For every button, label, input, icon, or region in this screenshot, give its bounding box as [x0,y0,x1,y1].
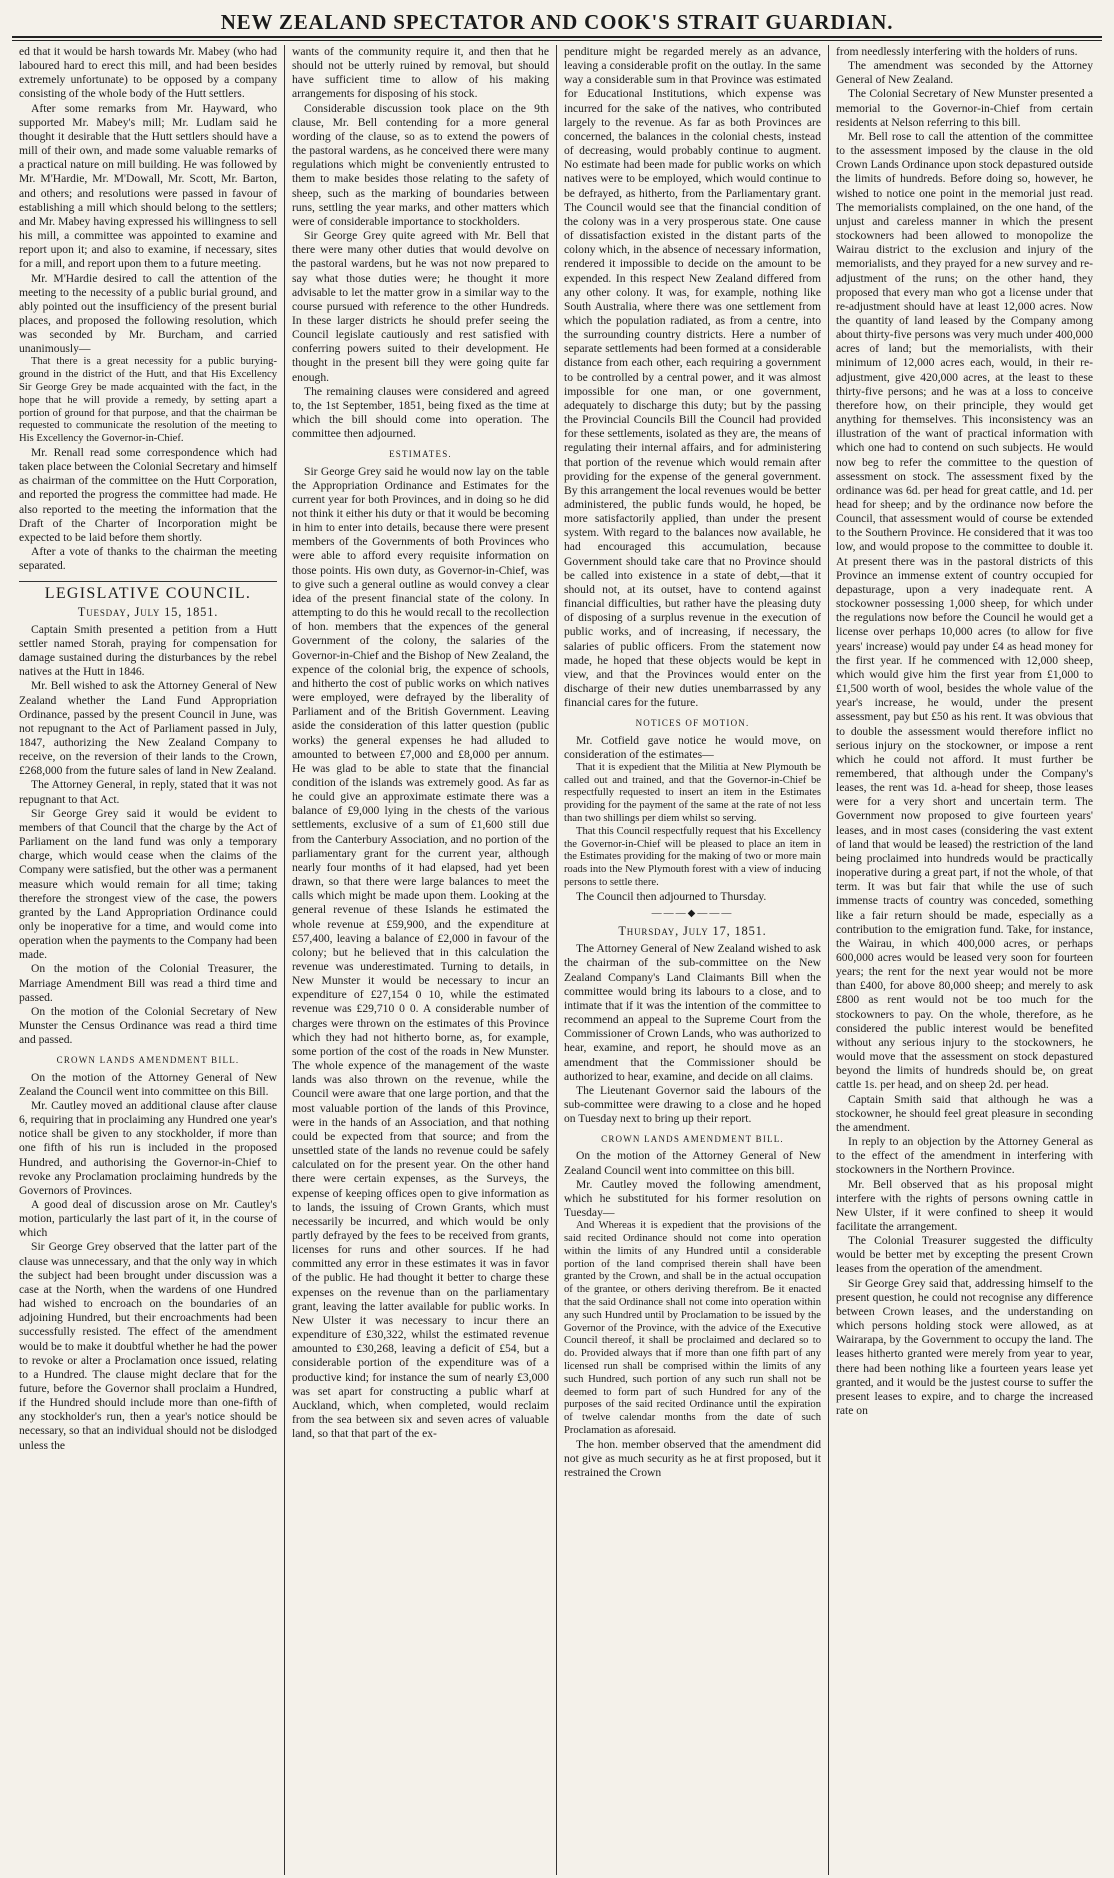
col4-paragraph: The amendment was seconded by the Attorney General of New Zealand. [836,59,1093,87]
col3-amendment-text: And Whereas it is expedient that the provisions of the said recited Ordinance should not come into operation within the limits of any Hundred until a considerable portion of the land comprised therein shall have been granted by the Crown, and shall be in the actual occupation of the grantee, or others deriving therefrom. Be it enacted that the said Ordinance shall not come into operation within any such Hundred until by Proclamation to be issued by the Governor of the Province, with the advice of the Executive Council thereof, it shall be proclaimed and declared so to do. Provided always that if more than one fifth part of any licensed run shall be comprised within the limits of any such Hundred, such portion of any such run shall not be deemed to form part of such Hundred for any of the purposes of the said recited Ordinance until the expiration of twelve calendar months from the date of such Proclamation as aforesaid. [564,1220,821,1436]
column-2 [284,45,556,1875]
col3-motion: That this Council respectfully request that his Excellency the Governor-in-Chief will be pleased to place an item in the Estimates providing for the making of two or more main roads into the New Plymouth forest with a view of inducing persons to settle there. [564,825,821,888]
masthead-rule [12,40,1102,41]
col1-paragraph: After some remarks from Mr. Hayward, who supported Mr. Mabey's mill; Mr. Ludlam said he thought it desirable that the Hutt settlers should have a mill of their own, and made some valuable remarks of a practical nature on mill building. He was followed by Mr. M'Hardie, Mr. M'Dowall, Mr. Scott, Mr. Barton, and others; and resolutions were passed in favour of establishing a mill which should belong to the settlers; and Mr. Mabey having expressed his willingness to sell his mill, a committee was appointed to examine and report upon it; and also to examine, if necessary, sites for a mill, and report upon them to a future meeting. [19,101,277,271]
col1-paragraph: ed that it would be harsh towards Mr. Mabey (who had laboured hard to erect this mill, and had been besides extremely unfortunate) to be opposed by a company consisting of the whole body of the Hutt settlers. [19,45,277,101]
column-4 [828,45,1100,1875]
col4-paragraph: The Colonial Secretary of New Munster presented a memorial to the Governor-in-Chief from certain residents at Nelson referring to this bill. [836,87,1093,129]
columns [12,45,1102,1875]
col3-paragraph: On the motion of the Attorney General of New Zealand Council went into committee on this bill. [564,1149,821,1177]
col1-paragraph: Captain Smith presented a petition from a Hutt settler named Storah, praying for compensation for damage sustained during the disturbances by the rebel natives at the Hutt in 1846. [19,622,277,679]
col2-paragraph: wants of the community require it, and then that he should not be utterly ruined by removal, but should have sufficient time to allow of his making arrangements for disposing of his stock. [292,45,549,101]
ornament-divider: ———◆——— [651,907,734,919]
col3-paragraph: Mr. Cotfield gave notice he would move, on consideration of the estimates— [564,733,821,761]
col1-paragraph: Mr. Renall read some correspondence which had taken place between the Colonial Secretary and himself as chairman of the committee on the Hutt Corporation, and reported the progress the committee had made. He also reported to the meeting the information that the Draft of the Charter of Incorporation might be expected to be laid before them shortly. [19,446,277,544]
date-heading: Tuesday, July 15, 1851. [77,604,219,619]
col2-paragraph: Sir George Grey said he would now lay on the table the Appropriation Ordinance and Estimates for the current year for both Provinces, and in doing so he did not think it either his duty or that it would be becoming in him to enter into details, because there were present members of the Governments of both Provinces who were able to afford every requisite information on those points. His own duty, as Governor-in-Chief, was to give such a general outline as would convey a clear idea of the present financial state of the colony. In attempting to do this he would recall to the recollection of hon. members that the expences of the general Government of the colony, the salaries of the Governor-in-Chief and the Bishop of New Zealand, the expence of the colonial brig, the expence of schools, and hitherto the cost of public works on which natives were employed, were defrayed by the liberality of Parliament and of the British Government. Leaving aside the consideration of this latter question (public works) the general expenses he had alluded to amounted to between £7,000 and £8,000 per annum. He was glad to be able to state that the financial condition of the islands was extremely good. As far as he could give an approximate estimate there was a balance of £9,000 lying in the chests of the various settlements, exclusive of a sum of £1,600 still due from the Canterbury Association, and no portion of the parliamentary grant for the current year, although nearly four months of it had elapsed, had yet been drawn, so that there were large balances to meet the calls which might be made upon them. Looking at the general revenue of these Islands he estimated the whole revenue at £59,900, and the expenditure at £57,400, leaving a balance of £2,000 in favour of the colony; but he believed that in this calculation the revenue was underestimated. Turning to details, in New Munster it would be necessary to incur an expenditure of £27,154 0 10, while the estimated revenue was £29,710 0 0. A considerable number of charges were thrown on the estimates of this Province which they had not hitherto borne, as, for example, some portion of the cost of the roads in New Munster. The whole expence of the management of the waste lands was also thrown on the revenue, while the Council were aware that one large portion, and that the most valuable portion of the lands of this Province, were in the hands of an Association, and that nothing could be expected from that source; and from the unsettled state of the lands no revenue could be safely calculated on for the present year. On the other hand there were certain expenses, as the Surveys, the expense of keeping offices open to give information as to lands, the issuing of Crown Grants, which must necessarily be incurred, and which would be only partly defrayed by the fees to be received from grants, licenses for runs and other sources. If he had committed any error in these estimates it was in favor of the public. He had thought it better to charge these expenses on the revenue than on the parliamentary grant, leaving the latter available for public works. In New Ulster it was necessary to incur there an expenditure of £30,322, whilst the estimated revenue amounted to £30,268, leaving a deficit of £54, but a considerable portion of the expenditure was of a productive kind; for instance the sum of nearly £3,000 was set apart for constructing a public wharf at Auckland, which, when completed, would reclaim from the sea between six and seven acres of valuable land, so that that part of the ex- [292,464,549,1441]
subheading-notices-of-motion: NOTICES OF MOTION. [635,718,750,729]
col1-paragraph: Mr. Bell wished to ask the Attorney General of New Zealand whether the Land Fund Appropriation Ordinance, passed by the present Council in June, was not repugnant to the Act of Parliament passed in July, 1847, authorizing the New Zealand Company to receive, on the reversion of their lands to the Crown, £268,000 from the future sales of land in New Zealand. [19,679,277,778]
column-1 [12,45,284,1875]
col2-paragraph: The remaining clauses were considered and agreed to, the 1st September, 1851, being fixed as the time at which the bill should come into operation. The committee then adjourned. [292,384,549,441]
col1-paragraph: Sir George Grey said it would be evident to members of that Council that the charge by the Act of Parliament on the land fund was only a temporary charge, which would cease when the claims of the Company were satisfied, but the other was a permanent measure which would remain for all time; taking therefore the strongest view of the case, the powers granted by the Land Appropriation Ordinance could only be inoperative for a time, and would come into operation when the payments to the Company had been made. [19,806,277,962]
col3-paragraph: penditure might be regarded merely as an advance, leaving a considerable profit on the outlay. In the same way a considerable sum in that Province was estimated for Educational Institutions, which expense was incurred for the sake of the natives, who contributed largely to the revenue. As far as both Provinces are concerned, the balances in the colonial chests, instead of decreasing, would probably continue to augment. No estimate had been made for public works on which natives were to be employed, which would continue to be defrayed, as hitherto, from the Parliamentary grant. The Council would see that the financial condition of the colony was in a very prosperous state. One cause of dissatisfaction existed in the distant parts of the colony which, in the absence of necessary information, rendered it impossible to decide on the amount to be expended. In this respect New Zealand differed from any other colony. It was, for example, nothing like South Australia, where there was one settlement from which the population radiated, as from a centre, into the surrounding country districts. Here a number of separate settlements had been formed at a considerable distance from each other, each requiring a government to be controlled by a central power, and it was almost impossible for one man, or one government, adequately to discharge this duty; but by the passing the Provincial Councils Bill the Council had provided for these settlements, isolated as they are, the means of regulating their internal affairs, and for administering that portion of the revenue which would remain after providing for the expense of the general government. By this arrangement the local revenues would be better administered, the public funds would, he hoped, be more satisfactorily applied, than under the present system. With regard to the balances now available, he had encouraged this accumulation, because Government should take care that no Province should be called into existence in a state of debt,—that it should not, at its outset, have to contend against financial difficulties, but rather have the pleasing duty of disposing of a surplus revenue in the execution of public works, and of increasing, if necessary, the salaries of public officers. From the statement now made, he hoped that these objects would be kept in view, and that the Provinces would enter on the discharge of their new duties unembarrassed by any financial cares for the future. [564,45,821,710]
col3-paragraph: Mr. Cautley moved the following amendment, which he substituted for his former resolution on Tuesday— [564,1177,821,1220]
col3-paragraph: The Attorney General of New Zealand wished to ask the chairman of the sub-committee on the New Zealand Company's Land Claimants Bill when the committee would bring its labours to a close, and to intimate that if it was the intention of the committee to recommend an appeal to the Supreme Court from the Commissioner of Crown Lands, who was authorized to hear, examine, and report, he should move as an amendment that the Commissioner should be authorized to hear, examine, and decide on all claims. [564,942,821,1083]
col4-paragraph: from needlessly interfering with the holders of runs. [836,45,1078,58]
col3-motion: That it is expedient that the Militia at New Plymouth be called out and trained, and that the Governor-in-Chief be respectfully requested to insert an item in the Estimates providing for the payment of the same at the rate of not less than two shillings per diem whilst so serving. [564,761,821,824]
subheading-crown-lands: CROWN LANDS AMENDMENT BILL. [56,1055,240,1066]
col1-paragraph: After a vote of thanks to the chairman the meeting separated. [19,545,277,573]
col3-paragraph: The Council then adjourned to Thursday. [576,889,767,903]
col1-paragraph: Sir George Grey observed that the latter part of the clause was unnecessary, and that the only way in which the subject had been brought under discussion was a case at the North, when the wardens of one Hundred had wished to encroach on the boundaries of an adjoining Hundred, but their encroachments had been successfully resisted. The effect of the amendment would be to make it doubtful whether he had the power to revoke or alter a Proclamation once issued, relating to a Hundred. The clause might declare that for the future, before the Governor shall proclaim a Hundred, if the Hundred should include more than one-fifth of any stockholder's run, then a year's notice should be necessary, so that an individual should not be dislodged unless the [19,1240,277,1452]
col2-paragraph: Sir George Grey quite agreed with Mr. Bell that there were many other duties that would devolve on the pastoral wardens, but he was not now prepared to say what those duties were; he thought it more advisable to let the matter grow in a similar way to the course pursued with reference to the other Hundreds. In these larger districts he should prefer seeing the Council legislate cautiously and rest satisfied with conferring powers suited to their development. He thought in the present bill they were going quite far enough. [292,229,549,384]
col2-paragraph: Considerable discussion took place on the 9th clause, Mr. Bell contending for a more general wording of the clause, so as to extend the powers of the pastoral wardens, as he conceived there were many regulations which might be conveniently entrusted to them to make besides those relating to the safety of sheep, such as the marking of boundaries between runs, settling the year marks, and other matters which were of considerable importance to stockholders. [292,101,549,228]
column-3 [556,45,828,1875]
col1-paragraph: The Attorney General, in reply, stated that it was not repugnant to that Act. [19,778,277,806]
masthead-title: NEW ZEALAND SPECTATOR AND COOK'S STRAIT GUARDIAN. [12,8,1102,38]
col4-paragraph: The Colonial Treasurer suggested the difficulty would be better met by excepting the present Crown leases from the operation of the amendment. [836,1234,1093,1276]
subheading-estimates: ESTIMATES. [389,449,452,460]
col1-paragraph: On the motion of the Attorney General of New Zealand the Council went into committee on this Bill. [19,1070,277,1098]
col4-paragraph: Captain Smith said that although he was a stockowner, he should feel great pleasure in seconding the amendment. [836,1092,1093,1134]
section-title-legislative-council: LEGISLATIVE COUNCIL. [19,581,277,601]
col4-paragraph: Mr. Bell observed that as his proposal might interfere with the rights of persons owning cattle in New Ulster, if it were confined to sheep it would facilitate the arrangement. [836,1177,1093,1233]
col1-paragraph: On the motion of the Colonial Secretary of New Munster the Census Ordinance was read a third time and passed. [19,1004,277,1047]
col1-paragraph: Mr. Cautley moved an additional clause after clause 6, requiring that in proclaiming any Hundred one year's notice shall be given to any stockholder, if more than one fifth of his run is included in the proposed Hundred, and authorising the Governor-in-Chief to revoke any Proclamation proclaiming hundreds by the Governors of Provinces. [19,1098,277,1197]
col4-paragraph: Mr. Bell rose to call the attention of the committee to the assessment imposed by the clause in the old Crown Lands Ordinance upon stock depastured outside the limits of hundreds. Before doing so, however, he wished to notice one point in the memorial just read. The memorialists complained, on the one hand, of the unjust and careless manner in which the present stockowners had been allowed to monopolize the Wairau district to the exclusion and injury of the memorialists, and they prayed for a new survey and re-adjustment of the runs; on the other hand, they proposed that every man who got a license under that re-adjustment should have at least 12,000 acres. Now the quantity of land leased by the Company among about thirty-five persons was very much under 400,000 acres of land; but the memorialists, with their minimum of 12,000 acres each, would, in their re-adjustment, give 420,000 acres, at the least to these thirty-five persons; and he was at a loss to conceive therefore how, on their principle, they would get anything for themselves. This inconsistency was an illustration of the want of practical information with which one had to contend on such subjects. He would now beg to refer the committee to the question of assessment on stock. The assessment fixed by the ordinance was 6d. per head for great cattle, and 1d. per head for sheep; and by the ordinance now before the Council, that assessment would of course be extended to the Southern Province. He considered that it was too low, and would propose to the committee to double it. At present there was in the pastoral districts of this Province an immense extent of country occupied for depasturage, upon a very inadequate rent. A stockowner possessing 1,000 sheep, for which under the regulations now before the Council he would get a license over perhaps 10,000 acres (to allow for five years' increase) would pay under £4 as head money for the first year. If he commenced with 12,000 sheep, which would give him the first year from £1,000 to £1,500 worth of wool, besides the whole value of the year's increase, he would, under the present assessment, pay but £50 as his rent. It was obvious that to double the assessment would therefore inflict no serious injury on the stockowner, or impose a rent which he could not afford. It must further be remembered, that although under the Company's leases, the rent was 1d. a-head for sheep, those leases were for a very short and uncertain term. The Government now proposed to give fourteen years' leases, and in most cases (considering the vast extent of land that would be leased) the restriction of the land being proclaimed into hundreds would be practically inoperative during a great part, if not the whole, of that term. It was but fair that while the use of such immense tracts of country was conceded, something like a fair return should be made, especially as a contribution to the emigration fund. Take, for instance, the Wairau, in which 400,000 acres, or perhaps 600,000 acres would be leased very soon for fourteen years; the rent for the next year would not be more than £400, for above 80,000 sheep; and merely to ask £800 as rent would not be too much for the stockowners to pay. On the whole, therefore, as he considered the public interest would be benefited without any serious injury to the stockowners, he would move that the assessment on stock depastured beyond the limits of hundreds should be, on great cattle 1s. per head, and on sheep 2d. per head. [836,129,1093,1092]
col1-resolution: That there is a great necessity for a public burying-ground in the district of the Hutt, and that His Excellency Sir George Grey be made acquainted with the fact, in the hope that he will provide a remedy, by setting apart a portion of ground for that purpose, and that the chairman be requested to communicate the resolution of the meeting to His Excellency the Governor-in-Chief. [19,356,277,445]
subheading-crown-lands: CROWN LANDS AMENDMENT BILL. [601,1134,784,1145]
col4-paragraph: In reply to an objection by the Attorney General as to the effect of the amendment in interfering with stockowners in the Northern Province. [836,1135,1093,1177]
col3-paragraph: The Lieutenant Governor said the labours of the sub-committee were drawing to a close and he hoped on Tuesday next to bring up their report. [564,1083,821,1126]
col3-paragraph: The hon. member observed that the amendment did not give as much security as he at first proposed, but it restrained the Crown [564,1437,821,1480]
col1-paragraph: Mr. M'Hardie desired to call the attention of the meeting to the necessity of a public burial ground, and ably pointed out the insufficiency of the present burial places, and proposed the following resolution, which was seconded by Mr. Burcham, and carried unanimously— [19,271,277,356]
date-heading: Thursday, July 17, 1851. [618,924,767,939]
col4-paragraph: Sir George Grey said that, addressing himself to the present question, he could not recognise any difference between Crown leases, and the understanding on which persons holding stock were allowed, as at Wairarapa, by the Government to occupy the land. The leases hitherto granted were merely from year to year, there had been nothing like a fourteen years lease yet granted, and it would be the justest course to suffer the present leases to expire, and to charge the increased rate on [836,1276,1093,1417]
col1-paragraph: On the motion of the Colonial Treasurer, the Marriage Amendment Bill was read a third time and passed. [19,962,277,1004]
col1-paragraph: A good deal of discussion arose on Mr. Cautley's motion, particularly the last part of it, in the course of which [19,1197,277,1240]
